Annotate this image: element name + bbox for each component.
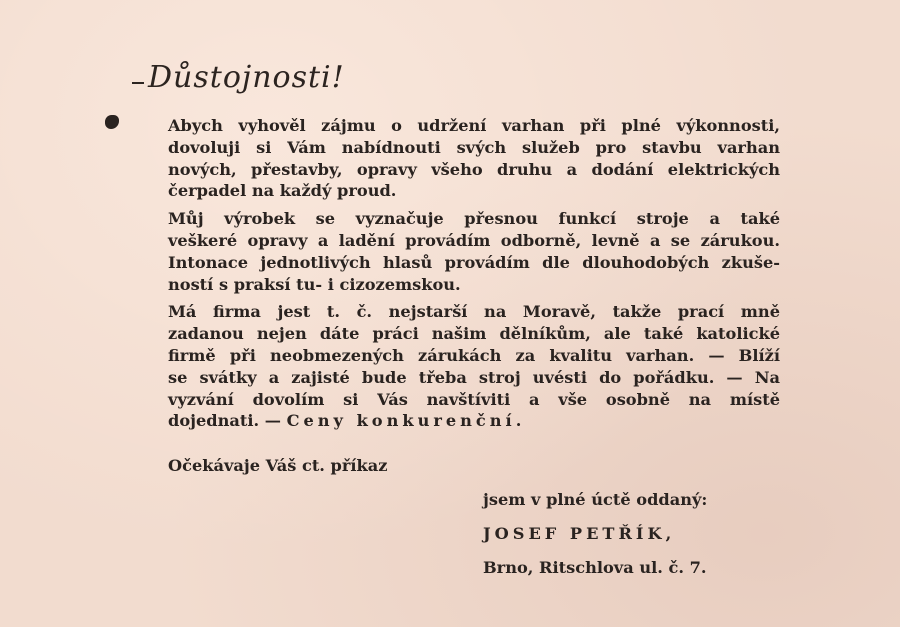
letter-body [130,115,780,438]
text-line-final [130,410,780,432]
signature-block [483,483,707,585]
paragraph-3 [130,301,780,432]
text-line: dovoluji si Vám nabídnouti svých služeb pro stavbu varhan [168,137,780,157]
text-line: Má firma jest t. č. nejstarší na Moravě, takže prací mně [168,302,780,322]
text-line: vyzvání dovolím si Vás navštíviti a vše osobně na místě [168,389,780,409]
text-line: firmě při neobmezených zárukách za kvalitu varhan. — Blíží [168,345,780,365]
text-line: nových, přestavby, opravy všeho druhu a dodání elektrických [168,159,780,179]
text-line: Můj výrobek se vyznačuje přesnou funkcí stroje a také [168,209,780,229]
greeting-dash [132,82,144,84]
text-line: ností s praksí tu- i cizozemskou. [168,274,461,294]
signature-address: Brno, Ritschlova ul. č. 7. [483,558,707,577]
text-line: zadanou nejen dáte práci našim dělníkům, ale také katolické [168,324,780,344]
text-line: se svátky a zajisté bude třeba stroj uvésti do pořádku. — Na [168,367,780,387]
paragraph-1 [130,115,780,202]
closing-line: Očekávaje Váš ct. příkaz [168,456,388,475]
text-line: Intonace jednotlivých hlasů provádím dle dlouhodobých zkuše- [168,252,780,272]
final-line-prefix: dojednati. — [168,411,287,431]
text-line: Abych vyhověl zájmu o udržení varhan při plné výkonnosti, [168,116,780,135]
signature-name: JOSEF PETŘÍK, [483,524,676,543]
signature-salutation: jsem v plné úctě oddaný: [483,490,708,509]
text-line: veškeré opravy a ladění provádím odborně, levně a se zárukou. [168,230,780,250]
prices-note: Ceny konkurenční. [286,411,526,431]
paragraph-2 [130,208,780,295]
greeting: Důstojnosti! [148,60,345,95]
text-line: čerpadel na každý proud. [168,181,397,201]
ink-blot [105,115,119,129]
